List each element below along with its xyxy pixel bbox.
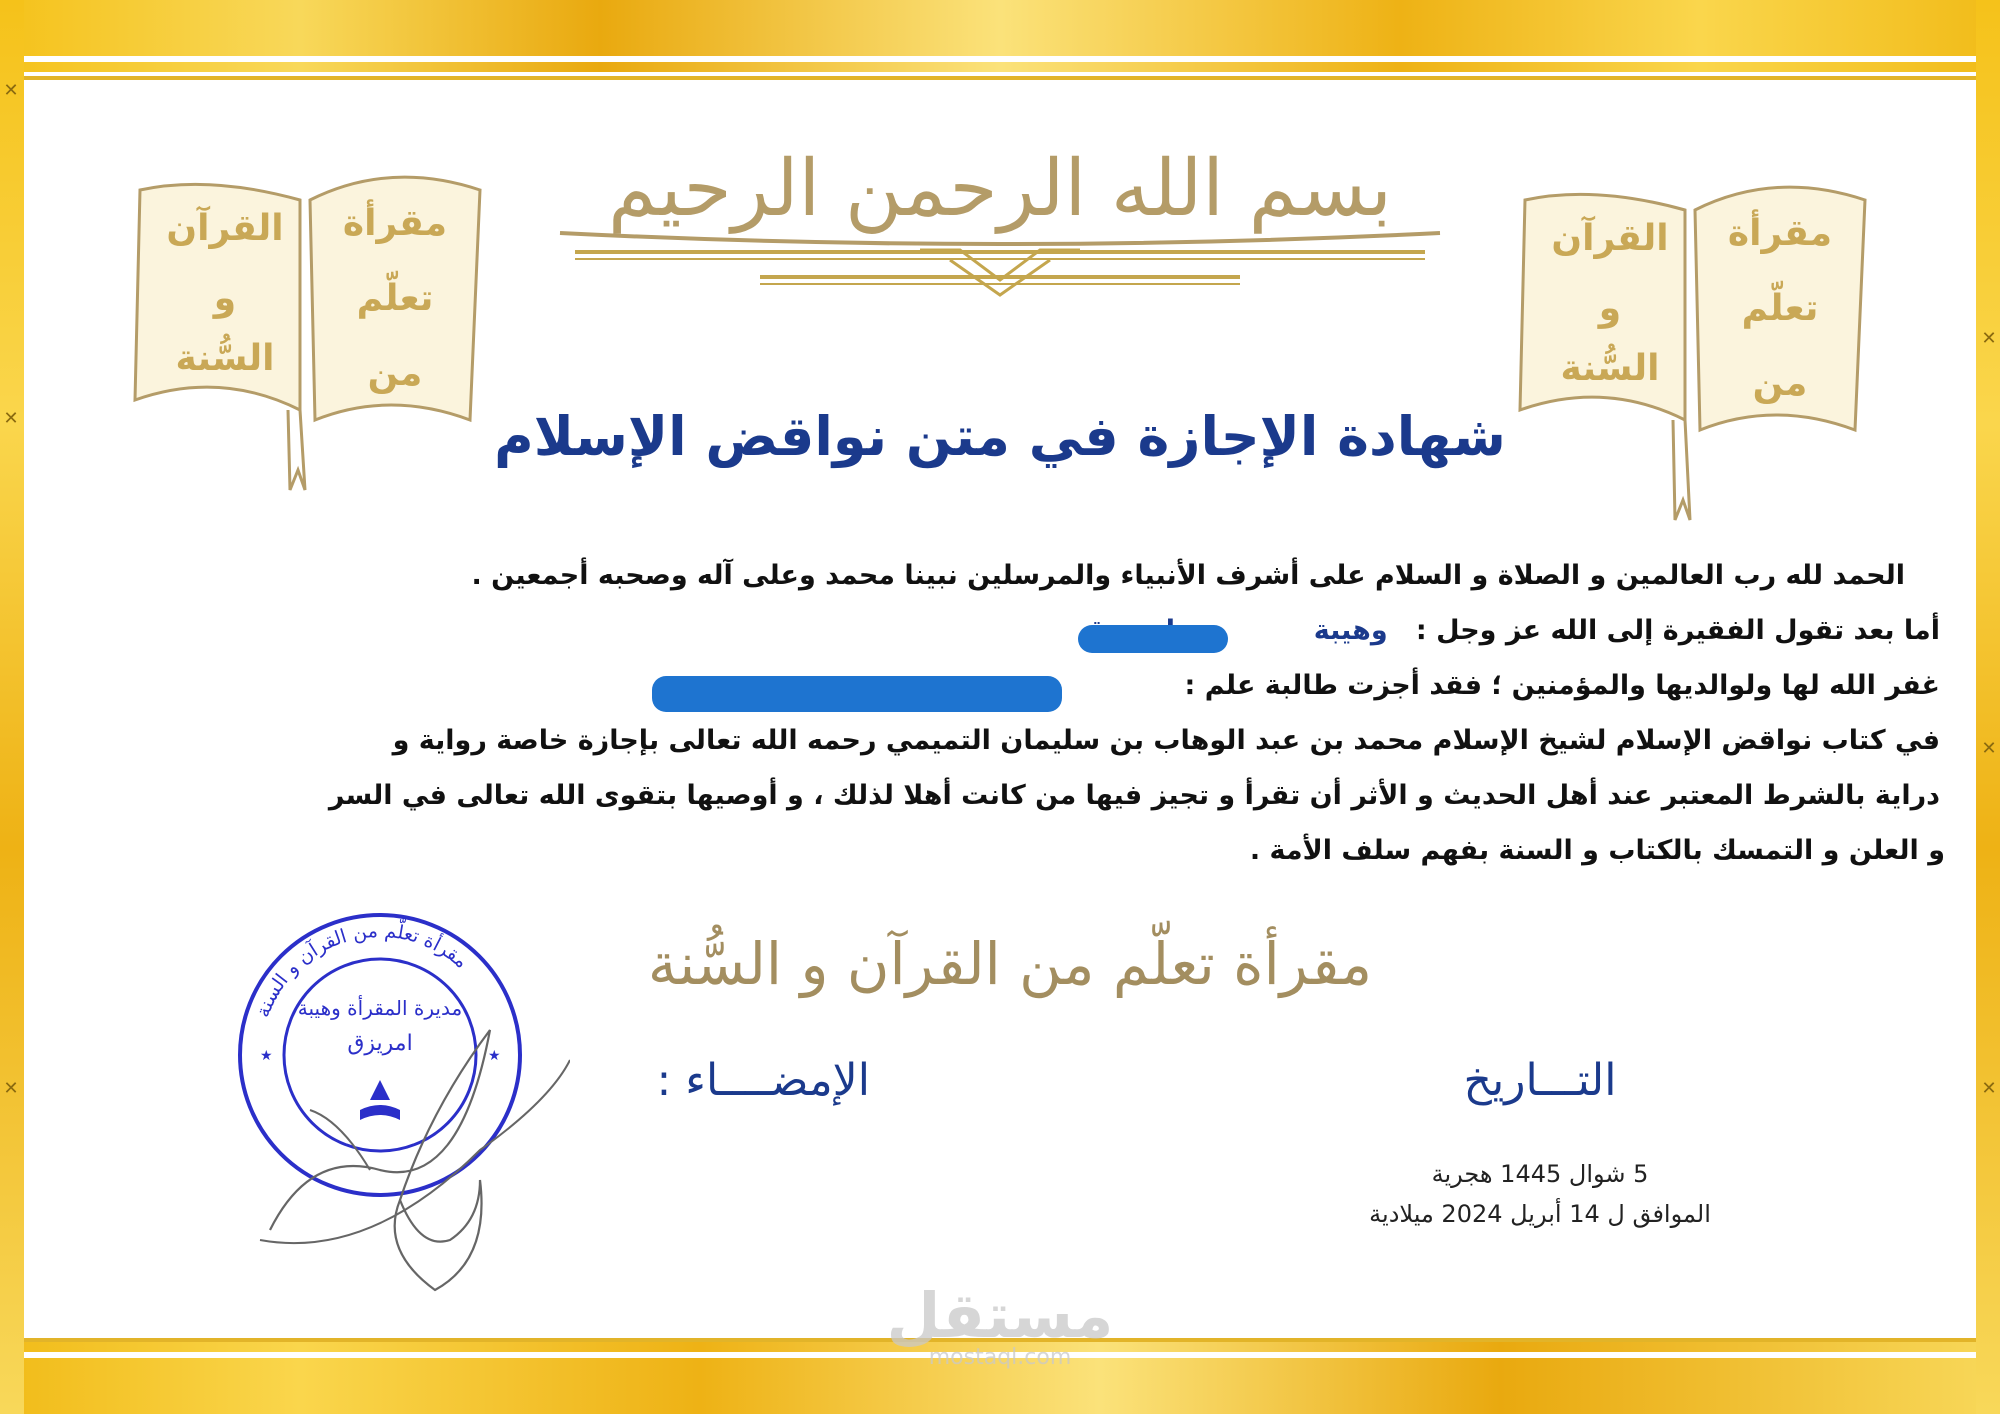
open-book-right-icon [1515,180,1875,560]
date-gregorian: الموافق ل 14 أبريل 2024 ميلادية [1369,1200,1711,1228]
mostaql-watermark [860,1279,1140,1380]
academy-name: مقرأة تعلّم من القرآن و السُّنة [647,930,1373,998]
frame-inner-line-top [24,56,1976,62]
frame-cross-icon: ✕ [1981,1078,1997,1099]
basmala-text: بسم الله الرحمن الرحيم [608,144,1392,234]
svg-text:تعلّم: تعلّم [356,278,434,319]
frame-cross-icon: ✕ [3,408,19,429]
teacher-name-start: وهيبة [1313,615,1388,646]
body-line-closing: و العلن و التمسك بالكتاب و السنة بفهم سلف الأمة . [1249,835,1945,866]
date-hijri: 5 شوال 1445 هجرية [1431,1160,1649,1188]
body-line-praise: الحمد لله رب العالمين و الصلاة و السلام على أشرف الأنبياء والمرسلين نبينا محمد وعلى آله وصحبه أجمعين . [471,560,1905,591]
body-line-student: غفر الله لها ولوالديها والمؤمنين ؛ فقد أجزت طالبة علم : [1184,670,1940,701]
svg-text:القرآن: القرآن [166,208,284,249]
body-line-conditions: دراية بالشرط المعتبر عند أهل الحديث و الأثر أن تقرأ و تجيز فيها من كانت أهلا لذلك ، و أوصيها بتقوى الله تعالى في السر [328,780,1940,811]
svg-text:و: و [1598,288,1622,329]
svg-text:القرآن: القرآن [1551,218,1669,259]
redaction-mark-teacher [1078,625,1228,653]
frame-cross-icon: ✕ [1981,738,1997,759]
frame-cross-icon: ✕ [3,1078,19,1099]
svg-text:★: ★ [260,1048,273,1064]
gold-frame-right [1976,0,2000,1414]
frame-cross-icon: ✕ [1981,328,1997,349]
handwritten-signature [250,1000,570,1300]
redaction-mark-student [652,676,1062,712]
open-book-left-icon [130,170,490,550]
svg-text:السُّنة: السُّنة [175,338,275,379]
watermark-arabic: مستقل [886,1279,1114,1352]
watermark-latin: mostaql.com [928,1345,1072,1370]
date-label: التـــاريخ [1463,1055,1617,1106]
body-line-book: في كتاب نواقض الإسلام لشيخ الإسلام محمد بن عبد الوهاب بن سليمان التميمي رحمه الله تعالى بإجازة خاصة رواية و [392,725,1940,756]
svg-text:★: ★ [488,1048,501,1064]
signature-label: الإمضــــاء : [656,1055,870,1106]
body-line-intro-text: أما بعد تقول الفقيرة إلى الله عز وجل : [1415,615,1940,646]
frame-cross-icon: ✕ [3,80,19,101]
svg-text:تعلّم: تعلّم [1741,288,1819,329]
svg-text:و: و [213,278,237,319]
gold-frame-left [0,0,24,1414]
svg-text:من: من [367,353,423,394]
seal-center-line2: امريزق [347,1031,413,1056]
svg-text:مقرأة: مقرأة [342,203,448,244]
svg-text:من: من [1752,363,1808,404]
seal-center-line1: مديرة المقرأة وهيبة [297,996,463,1020]
frame-gold-rule-top [24,76,1976,80]
svg-text:مقرأة: مقرأة [1727,213,1833,254]
certificate-title: شهادة الإجازة في متن نواقض الإسلام [494,405,1506,468]
basmala-calligraphy [520,105,1480,305]
seal-ring-text: مقرأة تعلّم من القرآن و السنة [251,919,473,1021]
svg-text:السُّنة: السُّنة [1560,348,1660,389]
